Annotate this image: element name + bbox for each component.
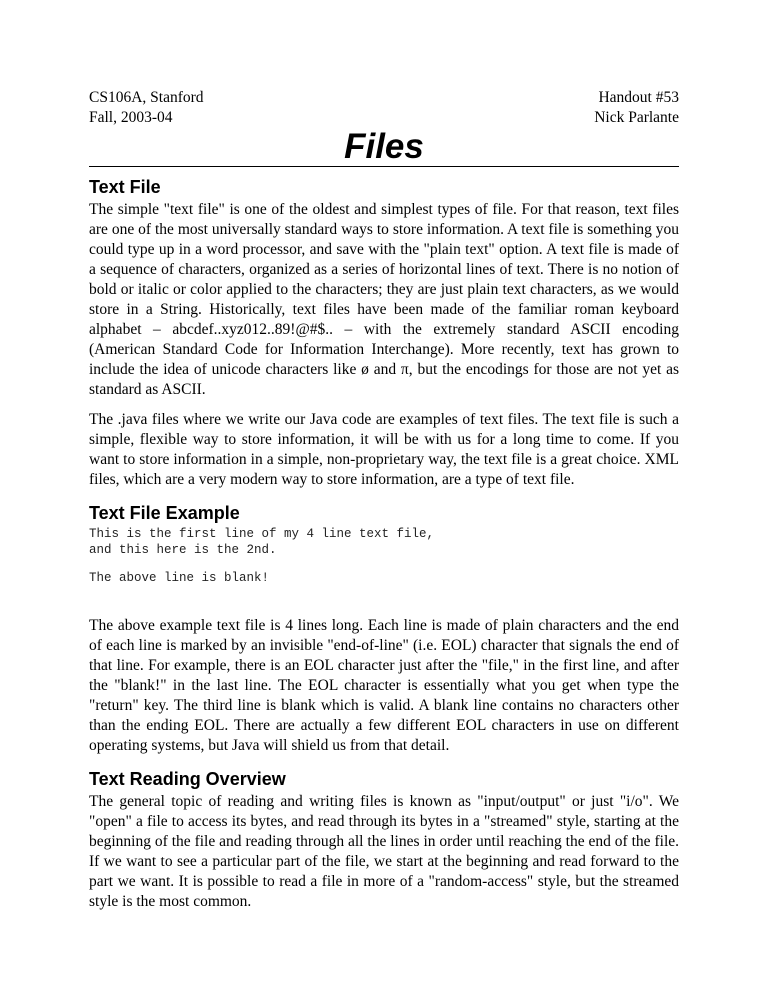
header-right — [594, 88, 679, 128]
paragraph: The simple "text file" is one of the oldest and simplest types of file. For that reason, text files are one of the most universally standard ways to store information. A text file is something you could type up in a word processor, and save with the "plain text" option. A text file is made of a sequence of characters, organized as a series of horizontal lines of text. There is no notion of bold or italic or color applied to the characters; they are just plain text characters, as we would store in a String. Historically, text files have been made of the familiar roman keyboard alphabet – abcdef..xyz012..89!@#$.. – with the extremely standard ASCII encoding (American Standard Code for Information Interchange). More recently, text has grown to include the idea of unicode characters like ø and π, but the encodings for those are not yet as standard as ASCII. — [89, 201, 679, 398]
section-text-file — [89, 176, 679, 490]
handout-number: Handout #53 — [598, 89, 679, 106]
course-name: CS106A, Stanford — [89, 89, 204, 106]
author: Nick Parlante — [594, 109, 679, 126]
code-line: and this here is the 2nd. — [89, 543, 277, 557]
code-line: The above line is blank! — [89, 571, 270, 585]
section-text-file-example — [89, 502, 679, 756]
paragraph: The .java files where we write our Java code are examples of text files. The text file is such a simple, flexible way to store information, it will be with us for a long time to come. If you want to store information in a simple, non-proprietary way, the text file is a great choice. XML files, which are a very modern way to store information, are a type of text file. — [89, 411, 679, 488]
term: Fall, 2003-04 — [89, 109, 173, 126]
section-text-reading-overview — [89, 768, 679, 912]
section-heading: Text File Example — [89, 503, 240, 523]
document-body — [89, 176, 679, 912]
paragraph: The above example text file is 4 lines long. Each line is made of plain characters and the end of each line is marked by an invisible "end-of-line" (i.e. EOL) character that signals the end of that line. For example, there is an EOL character just after the "file," in the first line, and after the "blank!" in the last line. The EOL character is essentially what you get when type the "return" key. The third line is blank which is valid. A blank line contains no characters other than the ending EOL. There are actually a few different EOL characters in use on different operating systems, but Java will shield us from that detail. — [89, 617, 679, 754]
header-left — [89, 88, 204, 128]
code-blank-line — [89, 558, 679, 570]
code-example — [89, 526, 679, 586]
code-line: This is the first line of my 4 line text file, — [89, 527, 435, 541]
page-title: Files — [344, 127, 424, 166]
section-heading: Text File — [89, 177, 161, 197]
section-heading: Text Reading Overview — [89, 769, 286, 789]
paragraph: The general topic of reading and writing files is known as "input/output" or just "i/o". We "open" a file to access its bytes, and read through its bytes in a "streamed" style, starting at the beginning of the file and reading through all the lines in order until reaching the end of the file. If we want to see a particular part of the file, we start at the beginning and read forward to the part we want. It is possible to read a file in more of a "random-access" style, but the streamed style is the most common. — [89, 793, 679, 910]
title-rule — [89, 166, 679, 167]
